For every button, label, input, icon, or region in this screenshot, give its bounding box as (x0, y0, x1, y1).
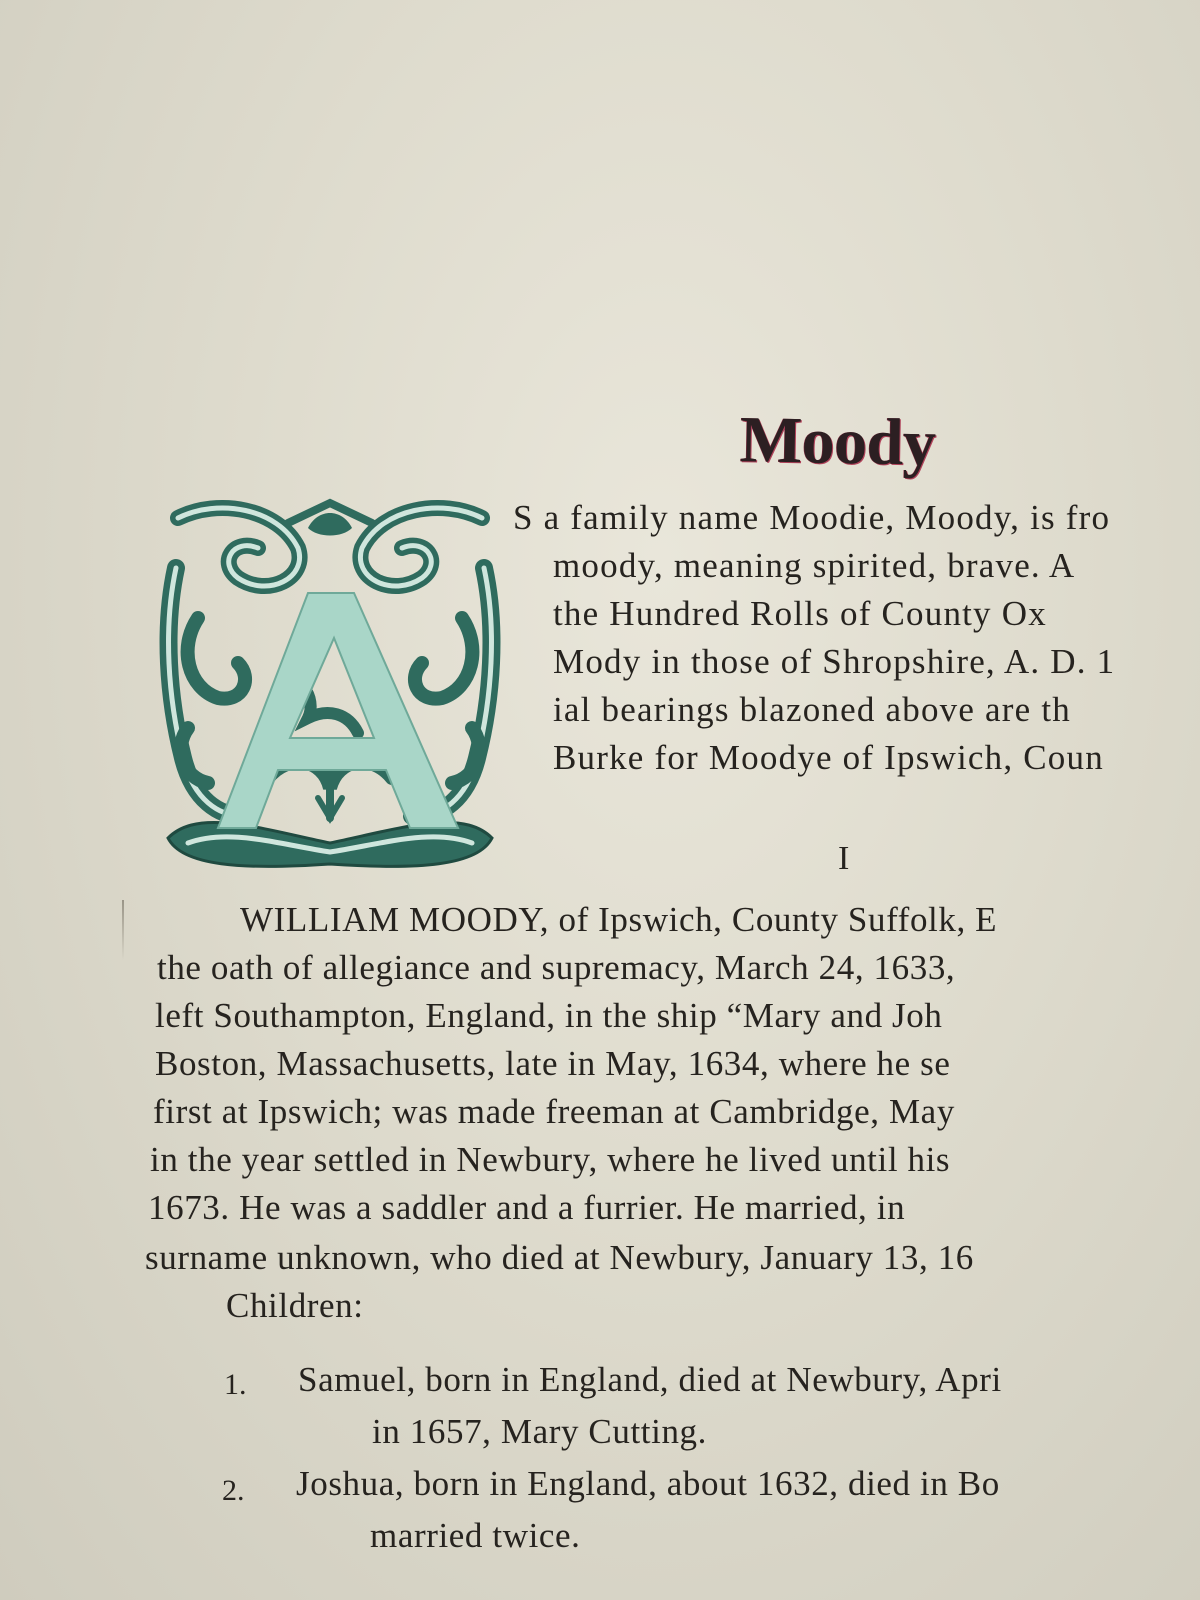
family-title: Moody (739, 403, 937, 480)
body-line: left Southampton, England, in the ship “Mary and Joh (155, 996, 943, 1035)
list-number: 2. (222, 1474, 245, 1507)
body-line: Boston, Massachusetts, late in May, 1634, where he se (155, 1044, 951, 1083)
body-line: first at Ipswich; was made freeman at Cambridge, May (153, 1092, 955, 1131)
list-number: 1. (224, 1368, 247, 1401)
body-line: WILLIAM MOODY, of Ipswich, County Suffolk, E (240, 900, 998, 939)
intro-line: moody, meaning spirited, brave. A (553, 546, 1076, 585)
body-line: 1673. He was a saddler and a furrier. He married, in (148, 1188, 906, 1227)
intro-line: Mody in those of Shropshire, A. D. 1 (553, 642, 1116, 681)
body-line: the oath of allegiance and supremacy, March 24, 1633, (157, 948, 956, 987)
page-mark (122, 900, 124, 960)
intro-line: ial bearings blazoned above are th (553, 690, 1071, 729)
body-line: in the year settled in Newbury, where he lived until his (150, 1140, 951, 1179)
children-heading: Children: (226, 1286, 364, 1325)
list-line: Joshua, born in England, about 1632, died in Bo (296, 1464, 1000, 1503)
section-number: I (838, 840, 850, 877)
intro-line: Burke for Moodye of Ipswich, Coun (553, 738, 1104, 777)
list-line: Samuel, born in England, died at Newbury, Apri (298, 1360, 1002, 1399)
intro-line: the Hundred Rolls of County Ox (553, 594, 1047, 633)
body-line: surname unknown, who died at Newbury, January 13, 16 (145, 1238, 974, 1277)
intro-line: S a family name Moodie, Moody, is fro (513, 498, 1111, 537)
ornamental-dropcap-a (158, 498, 502, 876)
list-line: married twice. (370, 1516, 581, 1555)
list-line: in 1657, Mary Cutting. (372, 1412, 708, 1451)
